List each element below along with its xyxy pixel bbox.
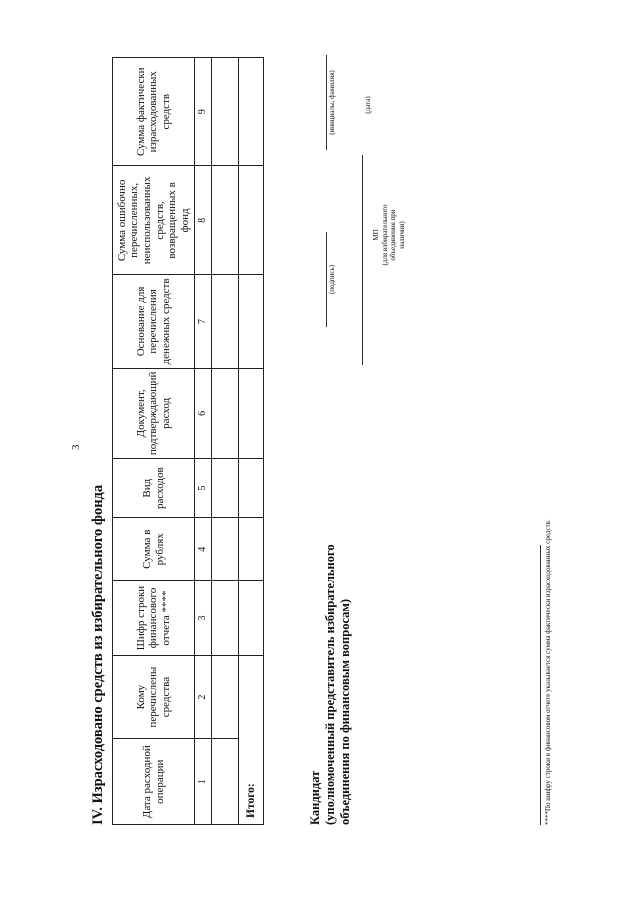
stamp-label: МП	[372, 229, 380, 241]
table-cell	[212, 58, 239, 166]
header-actual-sum: Сумма фактически израсходованных средств	[113, 58, 195, 166]
table-cell	[239, 459, 264, 518]
signature-line	[326, 232, 327, 327]
header-amount: Сумма в рублях	[113, 518, 195, 581]
stamp-note	[372, 195, 406, 275]
header-basis: Основание для перечисления денежных средств	[113, 275, 195, 368]
name-caption: (инициалы, фамилия)	[328, 70, 336, 135]
header-line-code: Шифр строки финансового отчета ****	[113, 581, 195, 655]
table-cell	[239, 581, 264, 655]
footnote: ****По шифру строки в финансовом отчете указывается сумма фактически израсходованных средств.	[544, 519, 552, 825]
header-date: Дата расходной операции	[113, 739, 195, 825]
page-number: 3	[70, 444, 82, 450]
stamp-note-line: наличии)	[397, 221, 406, 249]
table-cell	[212, 518, 239, 581]
table-cell	[239, 58, 264, 166]
table-cell	[212, 655, 239, 739]
header-expense-type: Вид расходов	[113, 459, 195, 518]
expenses-table	[112, 57, 264, 825]
table-cell	[239, 275, 264, 368]
candidate-title-line: (уполномоченный представитель избирательного	[323, 544, 337, 825]
column-number: 9	[195, 58, 212, 166]
table-cell	[212, 581, 239, 655]
section-title: IV. Израсходовано средств из избирательного фонда	[90, 484, 106, 825]
column-number: 7	[195, 275, 212, 368]
candidate-title-line: Кандидат	[308, 770, 322, 825]
footnote-divider	[540, 545, 541, 825]
column-number: 6	[195, 368, 212, 459]
table-cell	[239, 518, 264, 581]
column-number: 5	[195, 459, 212, 518]
table-cell	[212, 459, 239, 518]
column-number: 2	[195, 655, 212, 739]
column-number: 3	[195, 581, 212, 655]
table-cell	[212, 368, 239, 459]
total-row	[239, 58, 264, 825]
date-caption: (дата)	[364, 96, 372, 114]
table-row	[212, 58, 239, 825]
candidate-title-line: объединения по финансовым вопросам)	[338, 598, 352, 825]
stamp-note-line: (для избирательного	[380, 204, 389, 266]
candidate-title	[308, 544, 353, 825]
table-cell	[239, 368, 264, 459]
header-recipient: Кому перечислены средства	[113, 655, 195, 739]
total-label: Итого:	[239, 655, 264, 824]
table-cell	[239, 166, 264, 275]
table-cell	[212, 739, 239, 825]
stamp-note-line: объединения при	[389, 209, 397, 261]
name-line	[326, 55, 327, 150]
signature-caption: (подпись)	[328, 264, 336, 295]
column-number: 1	[195, 739, 212, 825]
table-cell	[212, 166, 239, 275]
header-returned-sum: Сумма ошибочно перечисленных, неиспользованных средств, возвращенных в фонд	[113, 166, 195, 275]
column-number: 4	[195, 518, 212, 581]
column-number-row	[195, 58, 212, 825]
date-line	[362, 155, 363, 365]
column-number: 8	[195, 166, 212, 275]
table-cell	[212, 275, 239, 368]
header-document: Документ, подтверждающий расход	[113, 368, 195, 459]
table-header-row	[113, 58, 195, 825]
